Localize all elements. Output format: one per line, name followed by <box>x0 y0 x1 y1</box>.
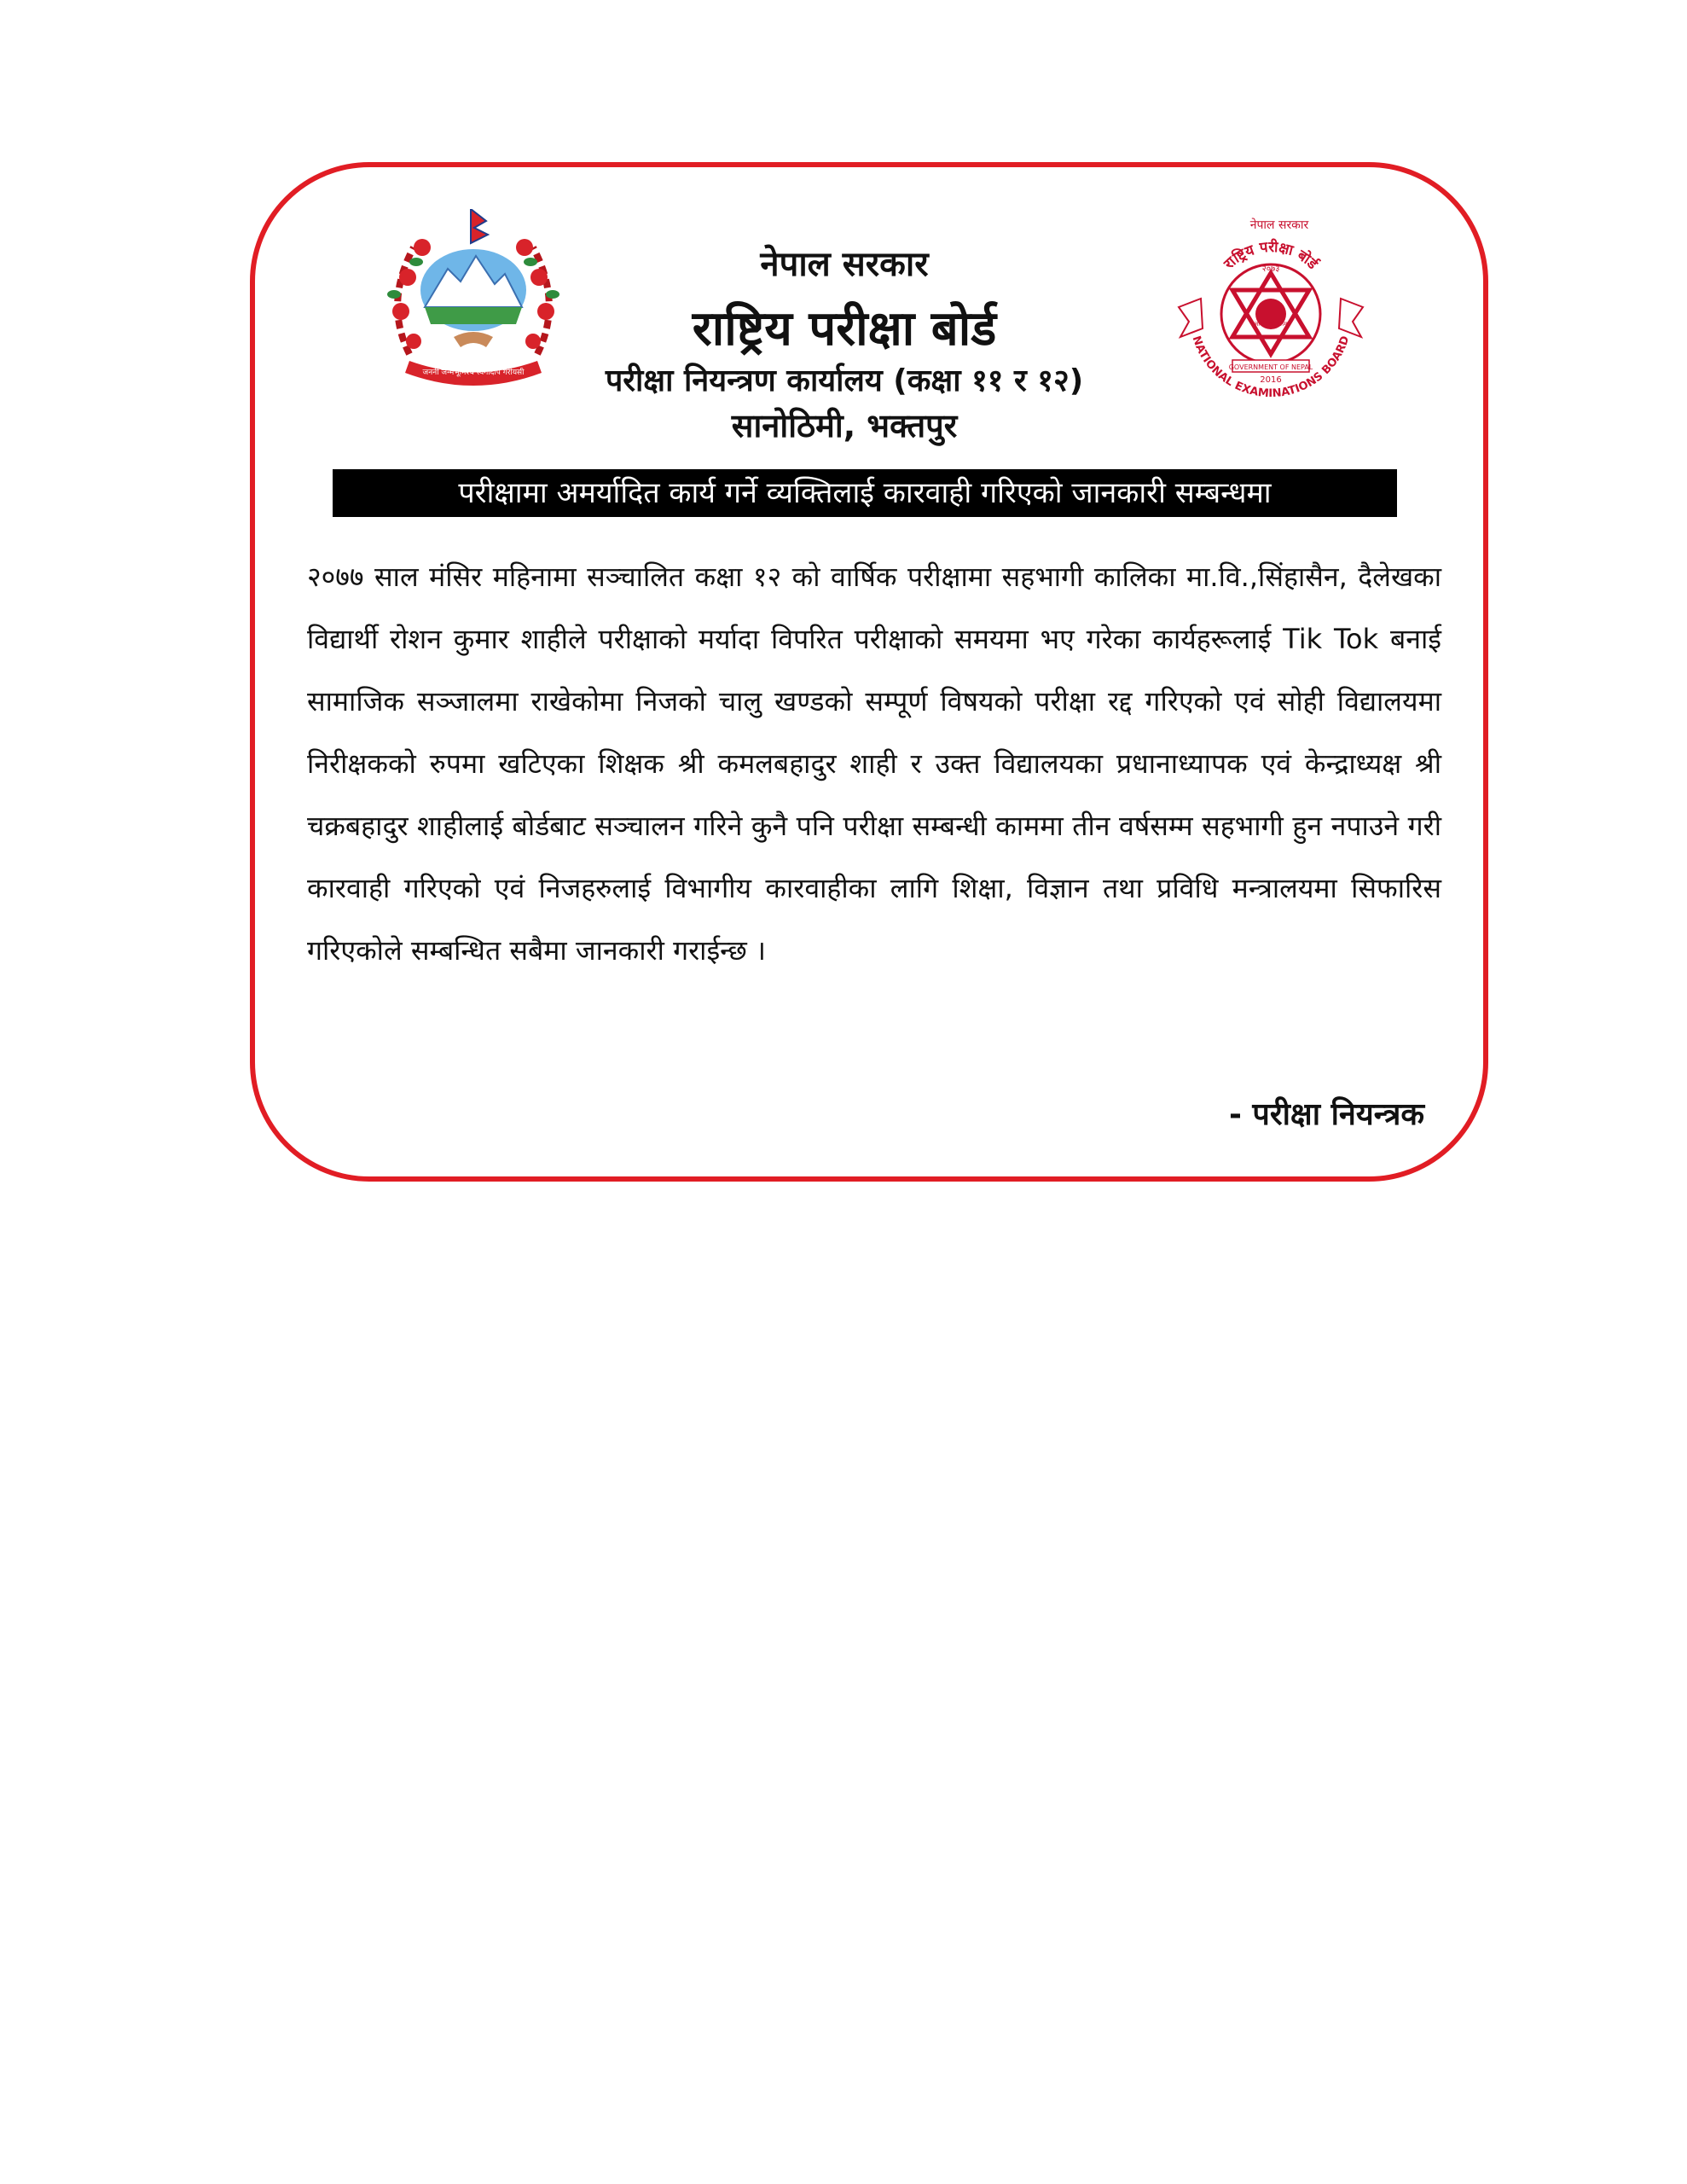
seal-year-top: २०७३ <box>1261 264 1280 274</box>
seal-top-text: नेपाल सरकार <box>1249 218 1309 232</box>
seal-ribbon-text: GOVERNMENT OF NEPAL <box>1228 363 1313 371</box>
location-heading: सानोठिमी, भक्तपुर <box>731 407 958 444</box>
exam-board-seal-icon <box>1168 213 1373 410</box>
seal-year-bottom: 2016 <box>1260 375 1282 385</box>
notice-body: २०७७ साल मंसिर महिनामा सञ्चालित कक्षा १२ को वार्षिक परीक्षामा सहभागी कालिका मा.वि.,सिंहासैन, दैलेखका विद्यार्थी रोशन कुमार शाहीले परीक्षाको मर्यादा विपरित परीक्षाको समयमा भए गरेका कार्यहरूलाई Tik Tok बनाई सामाजिक सञ्जालमा राखेकोमा निजको चालु खण्डको सम्पूर्ण विषयको परीक्षा रद्द गरिएको एवं सोही विद्यालयमा निरीक्षकको रुपमा खटिएका शिक्षक श्री कमलबहादुर शाही र उक्त विद्यालयका प्रधानाध्यापक एवं केन्द्राध्यक्ष श्री चक्रबहादुर शाहीलाई बोर्डबाट सञ्चालन गरिने कुनै पनि परीक्षा सम्बन्धी काममा तीन वर्षसम्म सहभागी हुन नपाउने गरी कारवाही गरिएको एवं निजहरुलाई विभागीय कारवाहीका लागि शिक्षा, विज्ञान तथा प्रविधि मन्त्रालयमा सिफारिस गरिएकोले सम्बन्धित सबैमा जानकारी गराईन्छ । <box>307 561 1441 967</box>
signature: - परीक्षा नियन्त्रक <box>1228 1097 1424 1132</box>
office-heading: परीक्षा नियन्त्रण कार्यालय (कक्षा ११ र १२) <box>605 363 1084 398</box>
notice-subject: परीक्षामा अमर्यादित कार्य गर्ने व्यक्तिलाई कारवाही गरिएको जानकारी सम्बन्धमा <box>333 469 1397 517</box>
seal-arc-text: राष्ट्रिय परीक्षा बोर्ड <box>1220 238 1321 273</box>
emblem-ribbon-text: जननी जन्मभूमिश्च स्वर्गादपि गरीयसी <box>422 369 525 377</box>
government-heading: नेपाल सरकार <box>760 245 929 284</box>
seal-bottom-text: NATIONAL EXAMINATIONS BOARD <box>1189 334 1353 401</box>
board-heading: राष्ट्रिय परीक्षा बोर्ड <box>692 301 997 357</box>
seal-motto: ज्ञानं परमं बलम् <box>1254 321 1288 328</box>
